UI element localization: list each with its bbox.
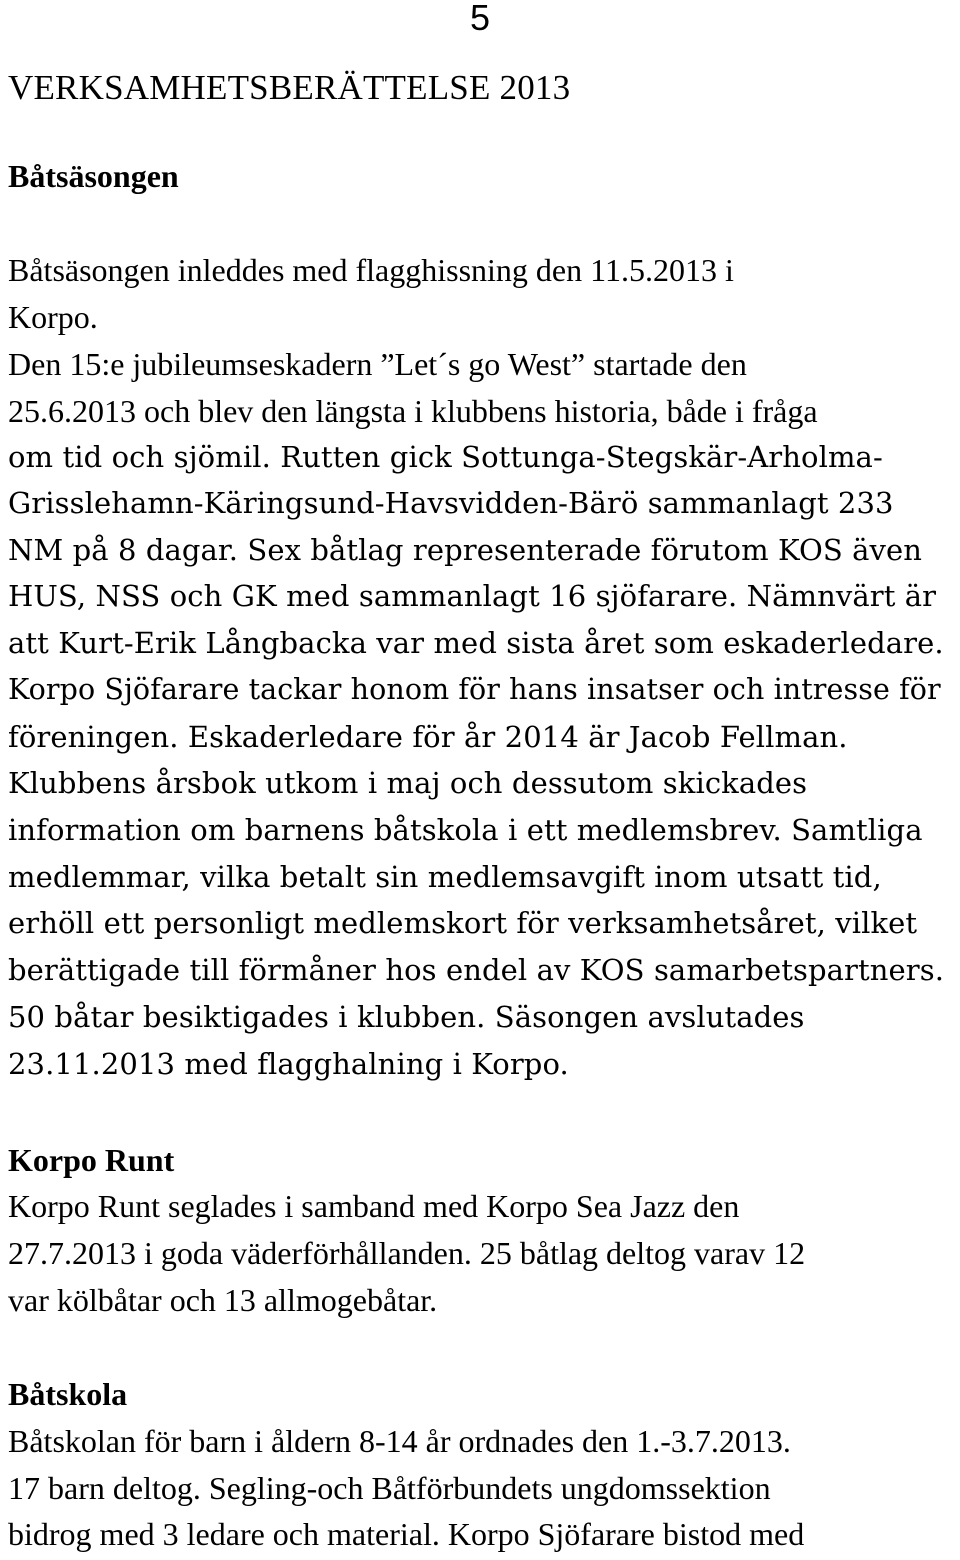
body-line: information om barnens båtskola i ett medlemsbrev. Samtliga [8,813,923,847]
page-number: 5 [470,0,491,38]
body-line: Båtskolan för barn i åldern 8-14 år ordnades den 1.-3.7.2013. [8,1423,791,1459]
body-line: att Kurt-Erik Långbacka var med sista året som eskaderledare. [8,626,944,660]
body-line: Båtsäsongen inleddes med flagghissning den 11.5.2013 i [8,252,734,288]
body-line: NM på 8 dagar. Sex båtlag representerade förutom KOS även [8,533,923,567]
body-line: Korpo. [8,299,98,335]
body-line: Den 15:e jubileumseskadern ”Let´s go West” startade den [8,346,747,382]
body-line: erhöll ett personligt medlemskort för verksamhetsåret, vilket [8,906,918,940]
body-line: medlemmar, vilka betalt sin medlemsavgift inom utsatt tid, [8,860,882,894]
body-line: Grisslehamn-Käringsund-Havsvidden-Bärö sammanlagt 233 [8,486,894,520]
body-line: var kölbåtar och 13 allmogebåtar. [8,1282,438,1318]
body-line: föreningen. Eskaderledare för år 2014 är Jacob Fellman. [8,720,848,754]
section-heading-batsasongen: Båtsäsongen [8,158,179,194]
body-line: Korpo Runt seglades i samband med Korpo Sea Jazz den [8,1188,740,1224]
section-heading-korpo-runt: Korpo Runt [8,1142,175,1178]
body-line: om tid och sjömil. Rutten gick Sottunga-Stegskär-Arholma- [8,440,883,474]
body-line: 50 båtar besiktigades i klubben. Säsongen avslutades [8,1000,805,1034]
body-line: HUS, NSS och GK med sammanlagt 16 sjöfarare. Nämnvärt är [8,579,937,613]
section-heading-batskola: Båtskola [8,1376,128,1412]
body-line: 27.7.2013 i goda väderförhållanden. 25 båtlag deltog varav 12 [8,1235,806,1271]
body-line: Klubbens årsbok utkom i maj och dessutom skickades [8,766,808,800]
body-line: 25.6.2013 och blev den längsta i klubbens historia, både i fråga [8,393,818,429]
document-title: VERKSAMHETSBERÄTTELSE 2013 [8,68,571,107]
body-line: Korpo Sjöfarare tackar honom för hans insatser och intresse för [8,673,941,706]
body-line: 23.11.2013 med flagghalning i Korpo. [8,1047,569,1081]
body-line: berättigade till förmåner hos endel av KOS samarbetspartners. [8,953,945,987]
body-line: bidrog med 3 ledare och material. Korpo Sjöfarare bistod med [8,1516,805,1552]
body-line: 17 barn deltog. Segling-och Båtförbundets ungdomssektion [8,1470,771,1506]
